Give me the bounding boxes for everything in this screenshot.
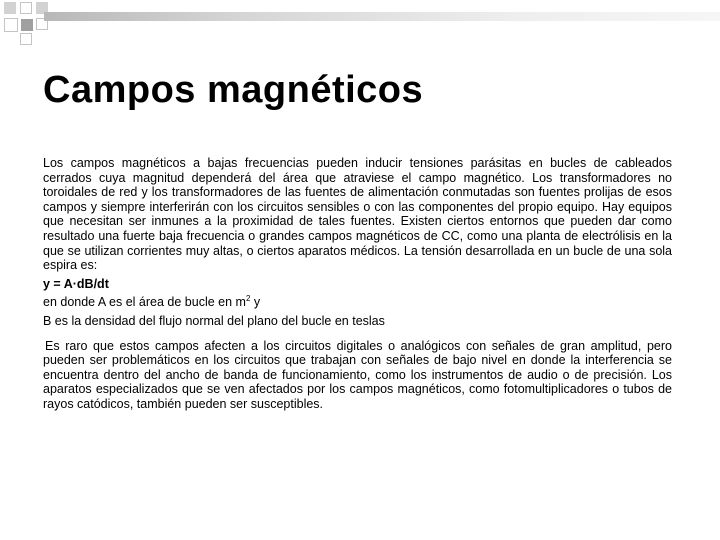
decor-square <box>20 2 32 14</box>
decor-square <box>4 18 18 32</box>
slide-title: Campos magnéticos <box>43 69 424 111</box>
decor-square <box>4 2 16 14</box>
decor-square <box>21 19 33 31</box>
superscript-2: 2 <box>245 294 251 304</box>
decor-square <box>20 33 32 45</box>
definition-a <box>43 295 672 310</box>
formula: y = A·dB/dt <box>43 276 109 291</box>
body-paragraph-1: Los campos magnéticos a bajas frecuencias pueden inducir tensiones parásitas en bucles de cableados cerrados cuya magnitud dependerá del área que atraviese el campo magnético. Los transformadores no toroidales de red y los transformadores de las fuentes de alimentación conmutadas son fuentes prolijas de esos campos y siempre interferirán con los circuitos sensibles o con las componentes del propio equipo. Hay equipos que necesitan ser inmunes a la proximidad de tales fuentes. Existen ciertos entornos que pueden dar como resultado una fuerte baja frecuencia o grandes campos magnéticos de CC, como una planta de electrólisis en la que se utilizan corrientes muy altas, o ciertos aparatos médicos. La tensión desarrollada en un bucle de una sola espira es: <box>43 156 672 273</box>
definition-a-suffix: y <box>250 295 261 310</box>
definition-a-text: en donde A es el área de bucle en m <box>43 295 246 310</box>
body-paragraph-2: Es raro que estos campos afecten a los circuitos digitales o analógicos con señales de gran amplitud, pero pueden ser problemáticos en los circuitos que trabajan con señales de bajo nivel en donde la interferencia se encuentra dentro del ancho de banda de funcionamiento, como los instrumentos de audio o de precisión. Los aparatos especializados que se ven afectados por los campos magnéticos, como fotomultiplicadores o tubos de rayos catódicos, también pueden ser susceptibles. <box>43 338 672 411</box>
slide-body <box>43 156 672 412</box>
header-gradient-bar <box>44 12 720 21</box>
definition-b: B es la densidad del flujo normal del plano del bucle en teslas <box>43 313 385 328</box>
